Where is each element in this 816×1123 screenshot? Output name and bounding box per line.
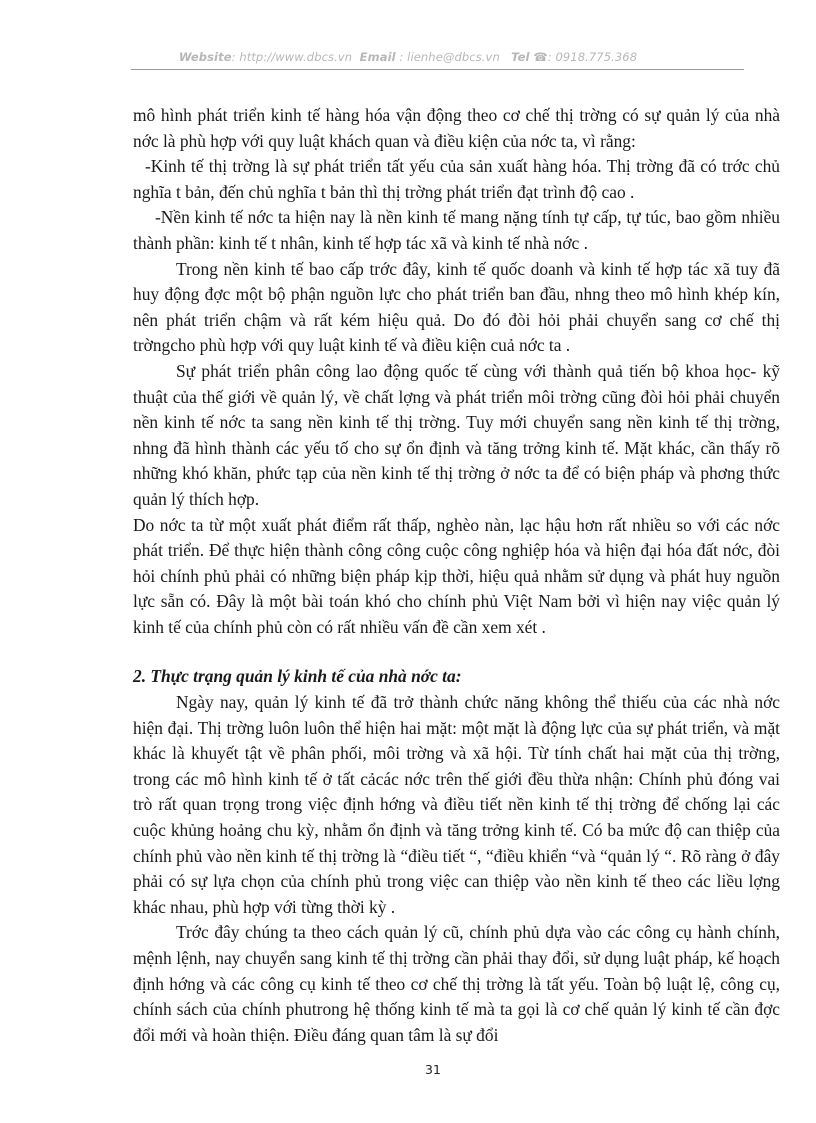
email-label: Email bbox=[359, 50, 396, 64]
paragraph: Do nớc ta từ một xuất phát điểm rất thấp, nghèo nàn, lạc hậu hơn rất nhiều so với các nớc phát triển. Để thực hiện thành công công cuộc công nghiệp hóa và hiện đại hóa đất nớc, đòi hỏi chính phủ phải có những biện pháp kịp thời, hiệu quả nhằm sử dụng và phát huy nguồn lực sẵn có. Đây là một bài toán khó cho chính phủ Việt Nam bởi vì hiện nay việc quản lý kinh tế của chính phủ còn có rất nhiều vấn đề cần xem xét . bbox=[133, 514, 780, 637]
header-divider bbox=[131, 69, 744, 70]
tel-value: : 0918.775.368 bbox=[547, 50, 638, 64]
paragraph: -Nền kinh tế nớc ta hiện nay là nền kinh tế mang nặng tính tự cấp, tự túc, bao gồm nhiều thành phần: kinh tế t nhân, kinh tế hợp tác xã và kinh tế nhà nớc . bbox=[133, 207, 780, 253]
page-number: 31 bbox=[425, 1062, 441, 1077]
tel-label: Tel bbox=[511, 50, 530, 64]
page-header bbox=[0, 50, 816, 64]
paragraph: -Kinh tế thị trờng là sự phát triển tất yếu của sản xuất hàng hóa. Thị trờng đã có trớc chủ nghĩa t bản, đến chủ nghĩa t bản thì thị trờng phát triển đạt trình độ cao . bbox=[133, 156, 780, 202]
paragraph: Ngày nay, quản lý kinh tế đã trở thành chức năng không thể thiếu của các nhà nớc hiện đại. Thị trờng luôn luôn thể hiện hai mặt: một mặt là động lực của sự phát triển, và mặt khác là khuyết tật về phân phối, môi trờng và xã hội. Từ tính chất hai mặt của thị trờng, trong các mô hình kinh tế ở tất cảcác nớc trên thế giới đều thừa nhận: Chính phủ đóng vai trò rất quan trọng trong việc định hớng và điều tiết nền kinh tế thị trờng để chống lại các cuộc khủng hoảng chu kỳ, nhằm ổn định và tăng trởng kinh tế. Có ba mức độ can thiệp của chính phủ vào nền kinh tế thị trờng là “điều tiết “, “điều khiển “và “quản lý “. Rõ ràng ở đây phải có sự lựa chọn của chính phủ trong việc can thiệp vào nền kinh tế theo các liều lợng khác nhau, phù hợp với từng thời kỳ . bbox=[133, 692, 780, 917]
email-value: : lienhe@dbcs.vn bbox=[399, 50, 500, 64]
paragraph: Trớc đây chúng ta theo cách quản lý cũ, chính phủ dựa vào các công cụ hành chính, mệnh lệnh, nay chuyển sang kinh tế thị trờng cần phải thay đổi, sử dụng luật pháp, kế hoạch định hớng và các công cụ kinh tế theo cơ chế thị trờng là tất yếu. Toàn bộ luật lệ, công cụ, chính sách của chính phutrong hệ thống kinh tế mà ta gọi là cơ chế quản lý kinh tế cần đợc đổi mới và hoàn thiện. Điều đáng quan tâm là sự đổi bbox=[133, 922, 780, 1045]
website-label: Website bbox=[178, 50, 232, 64]
document-body bbox=[133, 103, 780, 1048]
website-value: : http://www.dbcs.vn bbox=[231, 50, 353, 64]
paragraph: mô hình phát triển kinh tế hàng hóa vận động theo cơ chế thị trờng có sự quản lý của nhà nớc là phù hợp với quy luật khách quan và điều kiện của nớc ta, vì rằng: bbox=[133, 105, 780, 151]
section-heading: 2. Thực trạng quản lý kinh tế của nhà nớc ta: bbox=[133, 666, 462, 687]
spacer bbox=[133, 640, 780, 664]
paragraph: Sự phát triển phân công lao động quốc tế cùng với thành quả tiến bộ khoa học- kỹ thuật của thế giới về quản lý, về chất lợng và phát triển môi trờng cũng đòi hỏi phải chuyển nền kinh tế nớc ta sang nền kinh tế thị trờng. Tuy mới chuyển sang nền kinh tế thị trờng, nhng đã hình thành các yếu tố cho sự ổn định và tăng trởng kinh tế. Mặt khác, cần thấy rõ những khó khăn, phức tạp của nền kinh tế thị trờng ở nớc ta để có biện pháp và phơng thức quản lý thích hợp. bbox=[133, 360, 780, 509]
phone-icon: ☎ bbox=[533, 50, 548, 64]
paragraph: Trong nền kinh tế bao cấp trớc đây, kinh tế quốc doanh và kinh tế hợp tác xã tuy đã huy động đợc một bộ phận nguồn lực cho phát triển ban đầu, nhng theo mô hình khép kín, nên phát triển chậm và rất kém hiệu quả. Do đó đòi hỏi phải chuyển sang cơ chế thị trờngcho phù hợp với quy luật kinh tế và điều kiện cuả nớc ta . bbox=[133, 258, 780, 356]
